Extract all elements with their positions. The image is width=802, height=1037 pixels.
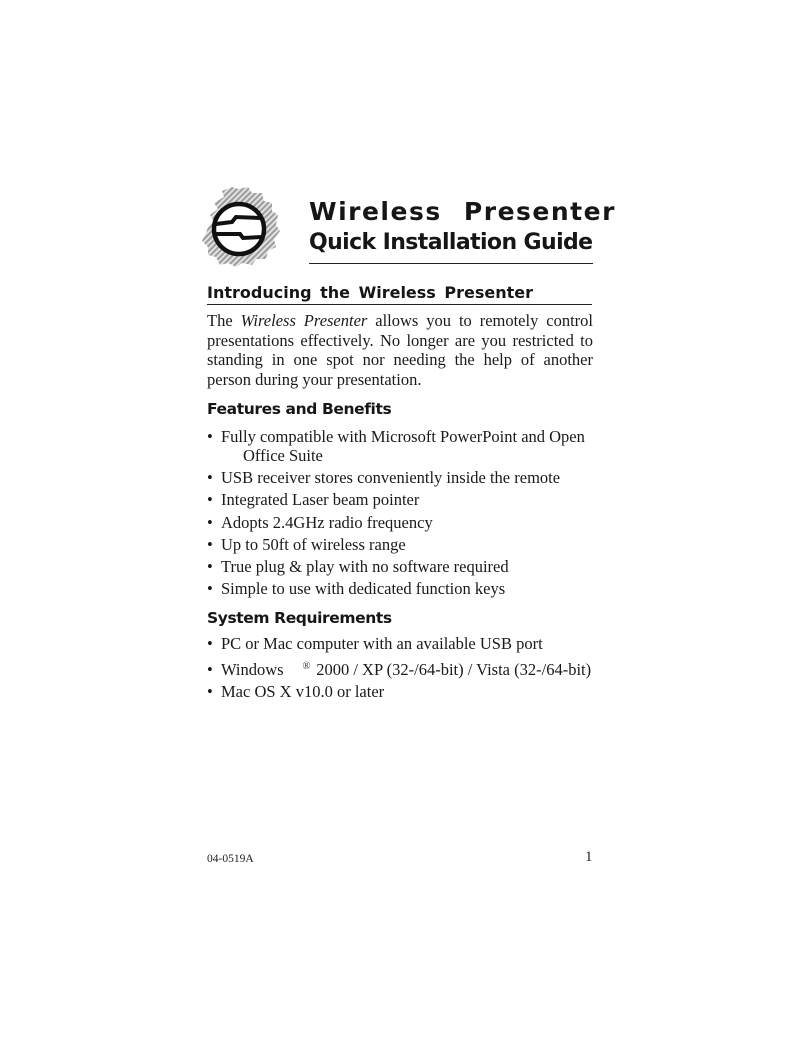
product-name-emphasis: Wireless Presenter <box>240 311 368 330</box>
list-item <box>207 468 593 487</box>
bullet-marker: • <box>207 634 213 653</box>
list-item-text: Up to 50ft of wireless range <box>221 534 406 554</box>
document-subtitle: Quick Installation Guide <box>309 230 593 255</box>
list-item <box>207 579 593 598</box>
bullet-marker: • <box>207 556 213 576</box>
siig-logo-icon <box>200 185 280 267</box>
features-heading: Features and Benefits <box>207 400 392 418</box>
bullet-marker: • <box>207 468 213 488</box>
list-item-text: Mac OS X v10.0 or later <box>221 682 385 701</box>
document-title: Wireless Presenter <box>309 197 616 226</box>
bullet-marker: • <box>207 682 213 701</box>
system-requirements-heading: System Requirements <box>207 609 392 627</box>
bullet-marker: • <box>207 659 213 679</box>
list-item <box>207 535 593 554</box>
bullet-marker: • <box>207 427 213 446</box>
intro-text-start: The <box>207 311 241 330</box>
list-item-text: Simple to use with dedicated function keys <box>221 579 506 599</box>
list-item <box>207 490 593 509</box>
intro-heading: Introducing the Wireless Presenter <box>207 283 534 302</box>
list-item <box>207 513 593 532</box>
bullet-marker: • <box>207 490 213 510</box>
list-item-text: Fully compatible with Microsoft PowerPoint and Open Office Suite <box>221 427 585 465</box>
list-item <box>207 634 593 653</box>
list-item-text: True plug & play with no software required <box>221 556 509 576</box>
list-item <box>207 657 593 679</box>
document-code: 04-0519A <box>207 853 254 865</box>
bullet-marker: • <box>207 579 213 599</box>
registered-mark: ® <box>302 660 311 672</box>
bullet-marker: • <box>207 534 213 554</box>
intro-text-rest: allows you to remotely control presentations effectively. No longer are you restricted to standing in one spot nor needing the help of another person during your presentation. <box>207 311 593 389</box>
system-requirements-list <box>207 634 593 705</box>
title-divider <box>309 263 593 264</box>
page-number: 1 <box>585 849 593 865</box>
intro-paragraph <box>207 311 593 389</box>
list-item <box>207 557 593 576</box>
os-versions: 2000 / XP (32-/64-bit) / Vista (32-/64-bit) <box>316 659 592 679</box>
intro-divider <box>207 304 592 305</box>
bullet-marker: • <box>207 512 213 532</box>
list-item-text: Adopts 2.4GHz radio frequency <box>221 512 433 532</box>
list-item-text: USB receiver stores conveniently inside the remote <box>221 468 561 488</box>
features-list <box>207 427 593 601</box>
os-name: Windows <box>221 659 284 679</box>
list-item <box>207 427 593 465</box>
list-item-text: PC or Mac computer with an available USB port <box>221 634 543 653</box>
list-item <box>207 682 593 701</box>
list-item-text: Integrated Laser beam pointer <box>221 490 420 510</box>
